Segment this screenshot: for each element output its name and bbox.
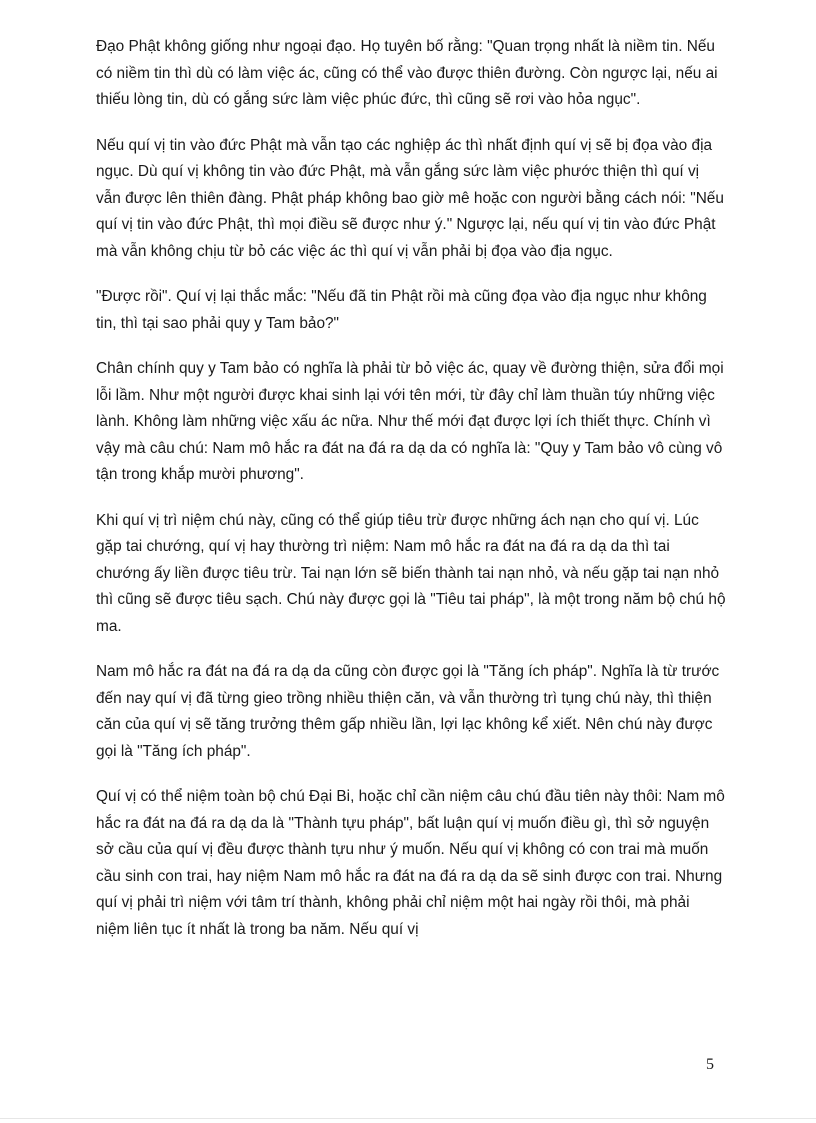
page-bottom-divider: [0, 1118, 816, 1119]
paragraph: Quí vị có thể niệm toàn bộ chú Đại Bi, hoặc chỉ cần niệm câu chú đầu tiên này thôi: Nam mô hắc ra đát na đá ra dạ da là "Thành tựu pháp", bất luận quí vị muốn điều gì, thì sở nguyện sở cầu của quí vị đều được thành tựu như ý muốn. Nếu quí vị không có con trai mà muốn cầu sinh con trai, hay niệm Nam mô hắc ra đát na đá ra dạ da sẽ sinh được con trai. Nhưng quí vị phải trì niệm với tâm trí thành, không phải chỉ niệm một hai ngày rồi thôi, mà phải niệm liên tục ít nhất là trong ba năm. Nếu quí vị: [96, 788, 725, 938]
page-number: 5: [706, 1056, 714, 1073]
paragraph: Đạo Phật không giống như ngoại đạo. Họ tuyên bố rằng: "Quan trọng nhất là niềm tin. Nếu có niềm tin thì dù có làm việc ác, cũng có thể vào được thiên đường. Còn ngược lại, nếu ai thiếu lòng tin, dù có gắng sức làm việc phúc đức, thì cũng sẽ rơi vào hỏa ngục".: [96, 38, 718, 108]
paragraph: "Được rồi". Quí vị lại thắc mắc: "Nếu đã tin Phật rồi mà cũng đọa vào địa ngục như không tin, thì tại sao phải quy y Tam bảo?": [96, 288, 707, 332]
paragraph: Nam mô hắc ra đát na đá ra dạ da cũng còn được gọi là "Tăng ích pháp". Nghĩa là từ trước đến nay quí vị đã từng gieo trồng nhiều thiện căn, và vẫn thường trì tụng chú này, thì thiện căn của quí vị sẽ tăng trưởng thêm gấp nhiều lần, lợi lạc không kể xiết. Nên chú này được gọi là "Tăng ích pháp".: [96, 663, 720, 760]
paragraph: Nếu quí vị tin vào đức Phật mà vẫn tạo các nghiệp ác thì nhất định quí vị sẽ bị đọa vào địa ngục. Dù quí vị không tin vào đức Phật, mà vẫn gắng sức làm việc phước thiện thì quí vị vẫn được lên thiên đàng. Phật pháp không bao giờ mê hoặc con người bằng cách nói: "Nếu quí vị tin vào đức Phật, thì mọi điều sẽ được như ý." Ngược lại, nếu quí vị tin vào đức Phật mà vẫn không chịu từ bỏ các việc ác thì quí vị vẫn phải bị đọa vào địa ngục.: [96, 136, 724, 260]
paragraph: Khi quí vị trì niệm chú này, cũng có thể giúp tiêu trừ được những ách nạn cho quí vị. Lúc gặp tai chướng, quí vị hay thường trì niệm: Nam mô hắc ra đát na đá ra dạ da thì tai chướng ấy liền được tiêu trừ. Tai nạn lớn sẽ biến thành tai nạn nhỏ, và nếu gặp tai nạn nhỏ thì cũng sẽ được tiêu sạch. Chú này được gọi là "Tiêu tai pháp", là một trong năm bộ chú hộ ma.: [96, 511, 726, 635]
page-body: [96, 34, 726, 962]
paragraph: Chân chính quy y Tam bảo có nghĩa là phải từ bỏ việc ác, quay về đường thiện, sửa đổi mọi lỗi lầm. Như một người được khai sinh lại với tên mới, từ đây chỉ làm thuần túy những việc lành. Không làm những việc xấu ác nữa. Như thế mới đạt được lợi ích thiết thực. Chính vì vậy mà câu chú: Nam mô hắc ra đát na đá ra dạ da có nghĩa là: "Quy y Tam bảo vô cùng vô tận trong khắp mười phương".: [96, 360, 724, 483]
